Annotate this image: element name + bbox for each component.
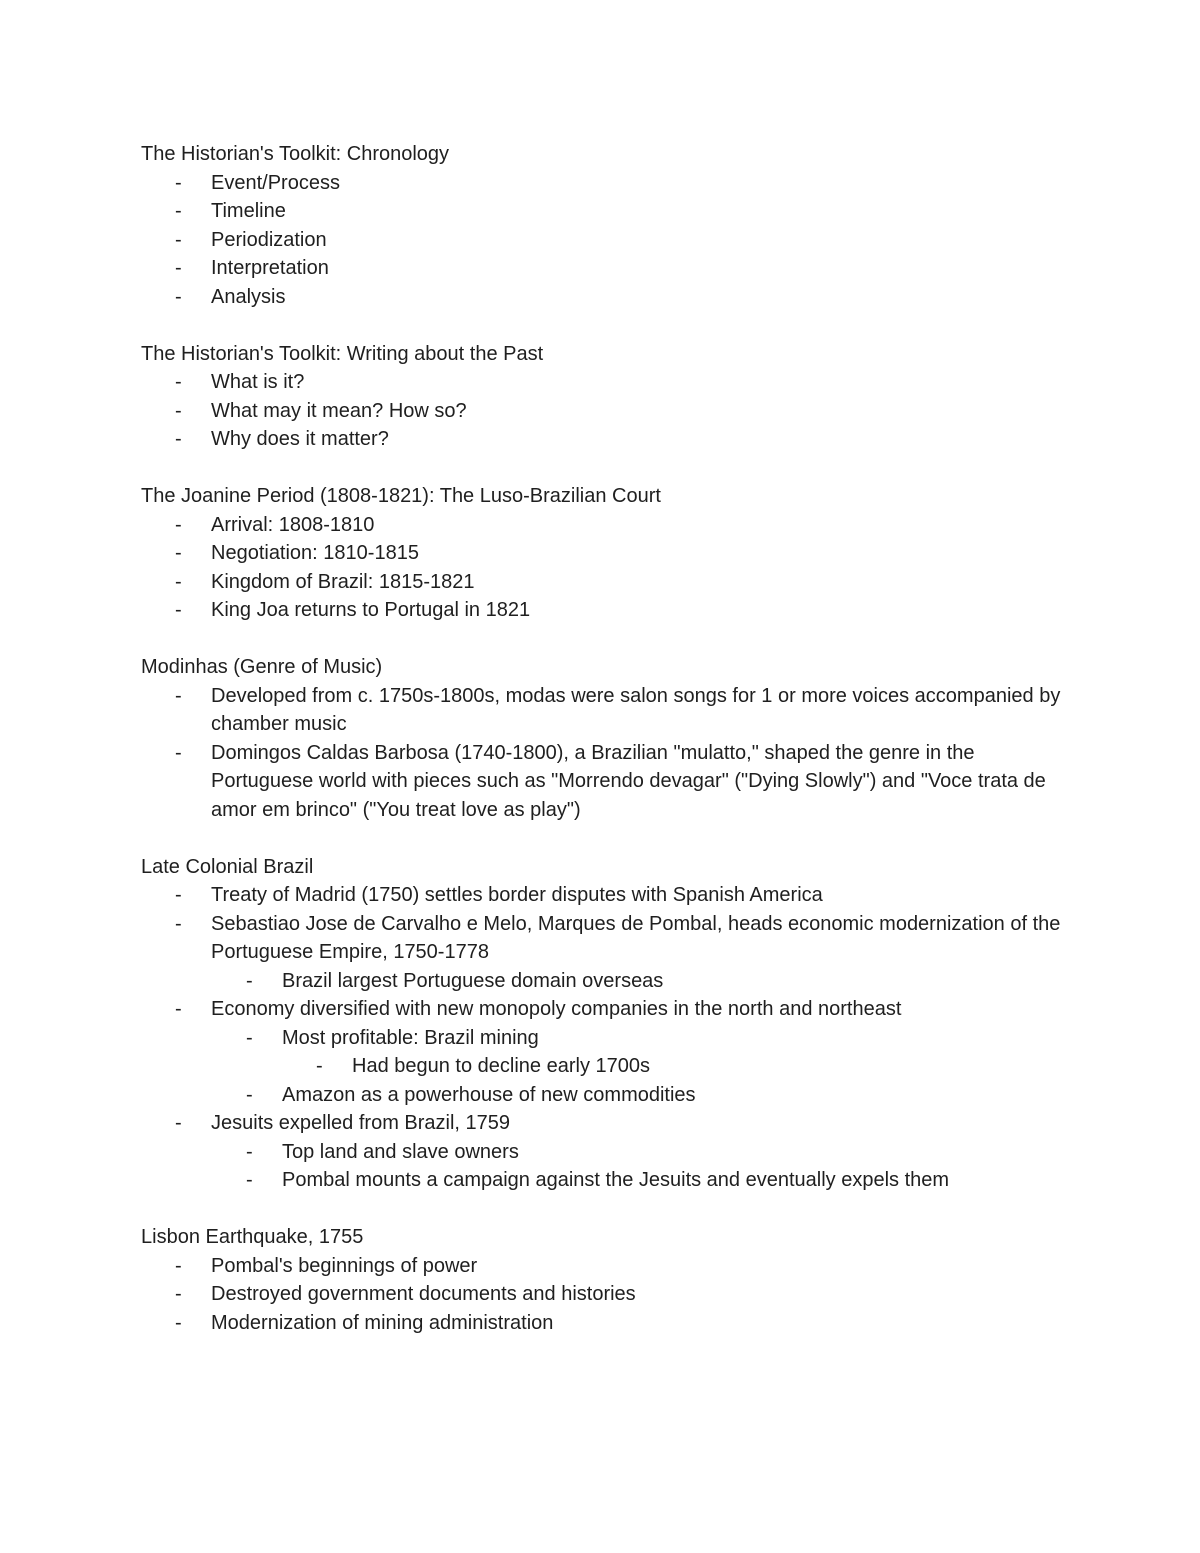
bullet-text: Brazil largest Portuguese domain overseas <box>282 969 664 992</box>
bullet-list <box>141 169 1071 312</box>
dash-bullet-icon: - <box>175 513 182 536</box>
bullet-text: Domingos Caldas Barbosa (1740-1800), a Brazilian "mulatto," shaped the genre in the Portuguese world with pieces such as "Morrendo devagar" ("Dying Slowly") and "Voce trata de amor em brinco" ("You treat love as play") <box>211 741 1046 821</box>
bullet-text: Had begun to decline early 1700s <box>352 1055 650 1077</box>
dash-bullet-icon: - <box>175 285 182 308</box>
dash-bullet-icon: - <box>175 912 182 935</box>
bullet-item <box>141 1052 1071 1081</box>
bullet-item <box>141 1109 1071 1138</box>
bullet-text: Kingdom of Brazil: 1815-1821 <box>211 570 475 593</box>
bullet-item <box>141 197 1071 226</box>
bullet-item <box>141 967 1071 996</box>
section-heading: Modinhas (Genre of Music) <box>141 656 383 678</box>
bullet-text: Negotiation: 1810-1815 <box>211 542 419 564</box>
bullet-text: Most profitable: Brazil mining <box>282 1026 539 1049</box>
bullet-item <box>141 1252 1071 1281</box>
dash-bullet-icon: - <box>175 884 182 906</box>
bullet-text: Event/Process <box>211 171 340 194</box>
dash-bullet-icon: - <box>246 969 253 992</box>
bullet-item <box>141 1309 1071 1338</box>
dash-bullet-icon: - <box>175 1283 182 1305</box>
bullet-text: Developed from c. 1750s-1800s, modas were salon songs for 1 or more voices accompanied by chamber music <box>211 684 1061 735</box>
dash-bullet-icon: - <box>246 1083 253 1106</box>
dash-bullet-icon: - <box>316 1055 323 1077</box>
bullet-item <box>141 568 1071 597</box>
bullet-text: King Joa returns to Portugal in 1821 <box>211 599 531 621</box>
bullet-text: Treaty of Madrid (1750) settles border disputes with Spanish America <box>211 884 823 906</box>
bullet-text: Why does it matter? <box>211 428 389 450</box>
bullet-item <box>141 226 1071 255</box>
bullet-list <box>141 368 1071 454</box>
bullet-text: Jesuits expelled from Brazil, 1759 <box>211 1112 511 1134</box>
bullet-item <box>141 397 1071 426</box>
bullet-text: Timeline <box>211 200 286 222</box>
section-heading: The Historian's Toolkit: Chronology <box>141 143 450 165</box>
dash-bullet-icon: - <box>175 1254 182 1277</box>
bullet-text: Pombal mounts a campaign against the Jesuits and eventually expels them <box>282 1169 950 1191</box>
dash-bullet-icon: - <box>175 998 182 1020</box>
bullet-item <box>141 881 1071 910</box>
dash-bullet-icon: - <box>175 684 182 707</box>
dash-bullet-icon: - <box>246 1169 253 1191</box>
dash-bullet-icon: - <box>175 570 182 593</box>
notes-section <box>141 340 1071 454</box>
dash-bullet-icon: - <box>175 428 182 450</box>
dash-bullet-icon: - <box>175 171 182 194</box>
section-heading: The Joanine Period (1808-1821): The Luso-Brazilian Court <box>141 485 661 507</box>
bullet-item <box>141 1081 1071 1110</box>
bullet-list <box>141 511 1071 625</box>
bullet-text: Economy diversified with new monopoly companies in the north and northeast <box>211 998 902 1020</box>
dash-bullet-icon: - <box>175 1311 182 1334</box>
dash-bullet-icon: - <box>175 399 182 422</box>
bullet-item <box>141 596 1071 625</box>
notes-section <box>141 1223 1071 1337</box>
bullet-text: Analysis <box>211 285 286 308</box>
dash-bullet-icon: - <box>175 371 182 393</box>
dash-bullet-icon: - <box>175 542 182 564</box>
bullet-item <box>141 511 1071 540</box>
bullet-text: Pombal's beginnings of power <box>211 1254 478 1277</box>
bullet-text: Interpretation <box>211 257 329 279</box>
bullet-item <box>141 1024 1071 1053</box>
dash-bullet-icon: - <box>175 200 182 222</box>
section-heading: Late Colonial Brazil <box>141 855 314 878</box>
bullet-item <box>141 283 1071 312</box>
dash-bullet-icon: - <box>175 1112 182 1134</box>
document-page <box>141 140 1071 1366</box>
bullet-item <box>141 910 1071 967</box>
bullet-item <box>141 1280 1071 1309</box>
bullet-item <box>141 368 1071 397</box>
bullet-text: Sebastiao Jose de Carvalho e Melo, Marques de Pombal, heads economic modernization of the Portuguese Empire, 1750-1778 <box>211 912 1061 963</box>
bullet-item <box>141 995 1071 1024</box>
bullet-text: Destroyed government documents and histories <box>211 1283 636 1305</box>
bullet-item <box>141 254 1071 283</box>
bullet-list <box>141 682 1071 825</box>
bullet-item <box>141 539 1071 568</box>
dash-bullet-icon: - <box>246 1140 253 1163</box>
bullet-text: Periodization <box>211 228 327 251</box>
section-heading: Lisbon Earthquake, 1755 <box>141 1226 364 1248</box>
bullet-list <box>141 1252 1071 1338</box>
bullet-item <box>141 1166 1071 1195</box>
bullet-list <box>141 881 1071 1195</box>
dash-bullet-icon: - <box>175 741 182 764</box>
bullet-text: What may it mean? How so? <box>211 399 467 422</box>
bullet-item <box>141 169 1071 198</box>
bullet-text: Top land and slave owners <box>282 1140 519 1163</box>
bullet-text: Arrival: 1808-1810 <box>211 513 375 536</box>
dash-bullet-icon: - <box>175 228 182 251</box>
bullet-text: Modernization of mining administration <box>211 1311 554 1334</box>
bullet-item <box>141 739 1071 825</box>
bullet-item <box>141 1138 1071 1167</box>
notes-section <box>141 653 1071 824</box>
bullet-text: Amazon as a powerhouse of new commodities <box>282 1083 696 1106</box>
dash-bullet-icon: - <box>175 257 182 279</box>
bullet-item <box>141 425 1071 454</box>
section-heading: The Historian's Toolkit: Writing about the Past <box>141 342 544 365</box>
dash-bullet-icon: - <box>246 1026 253 1049</box>
bullet-text: What is it? <box>211 371 305 393</box>
bullet-item <box>141 682 1071 739</box>
notes-section <box>141 482 1071 625</box>
notes-section <box>141 853 1071 1195</box>
notes-section <box>141 140 1071 311</box>
dash-bullet-icon: - <box>175 599 182 621</box>
